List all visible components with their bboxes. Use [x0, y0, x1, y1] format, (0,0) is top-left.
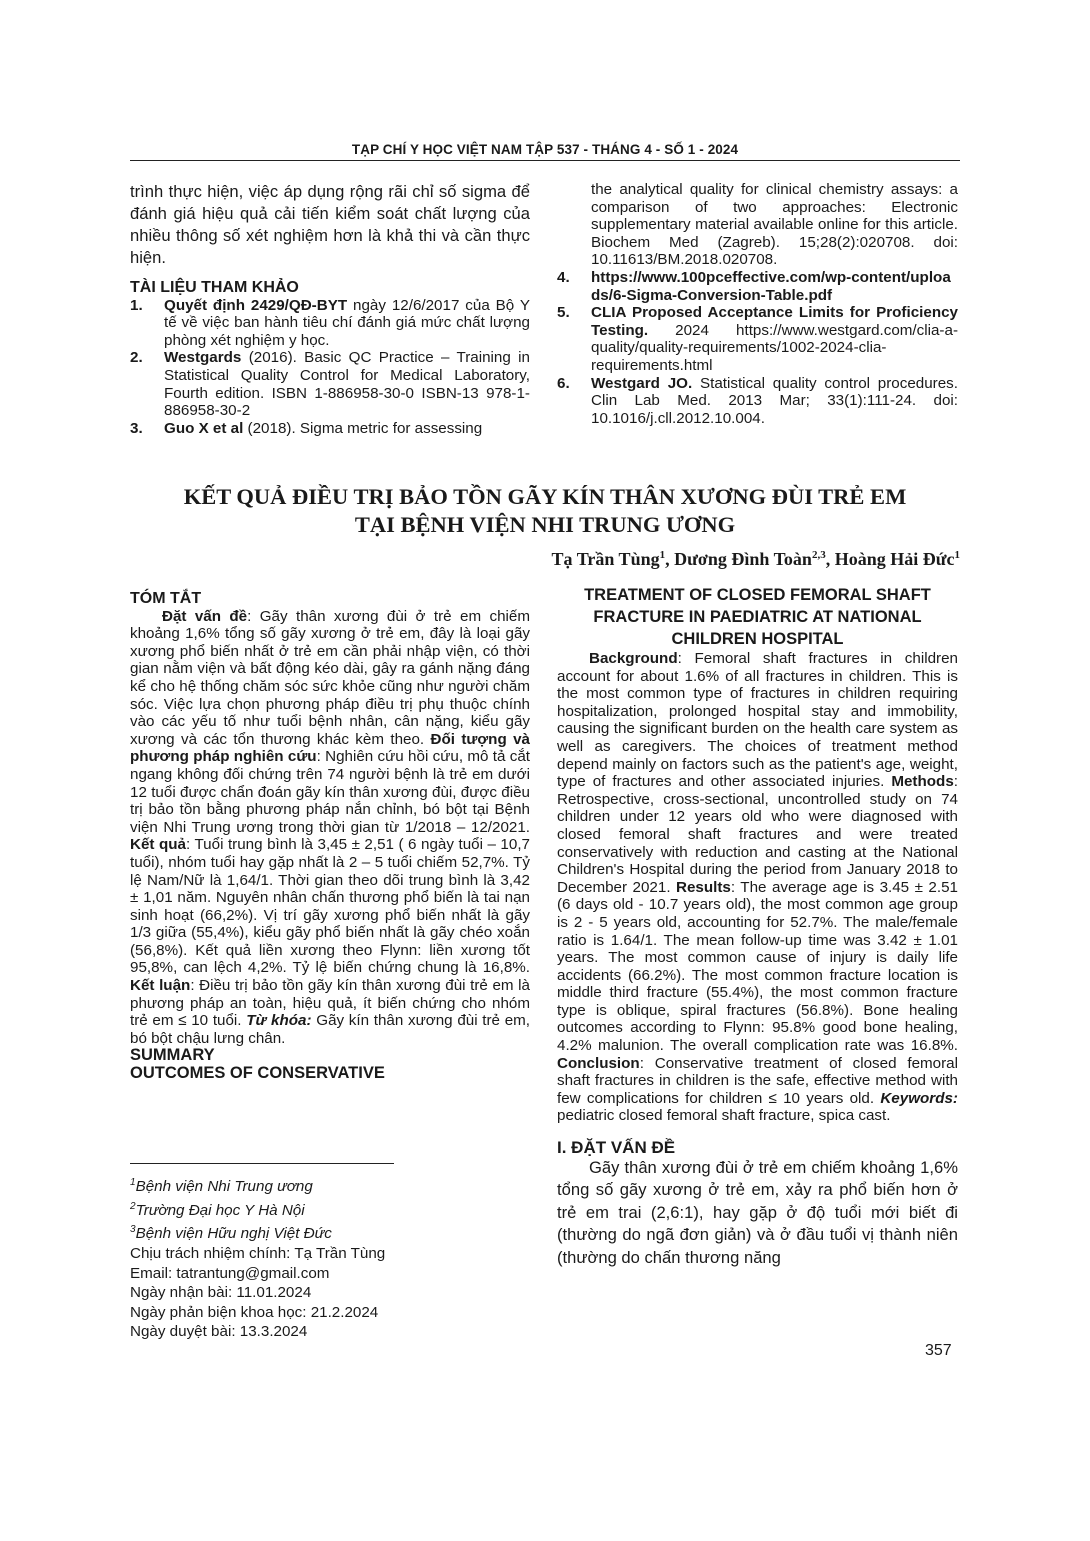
english-title: TREATMENT OF CLOSED FEMORAL SHAFT FRACTURE IN PAEDIATRIC AT NATIONAL CHILDREN HOSPITAL: [584, 586, 931, 648]
received-date: Ngày nhận bài: 11.01.2024: [130, 1284, 312, 1302]
article-authors: Tạ Trần Tùng$^1$, Dương Đình Toàn$^{2,3}$, Hoàng Hải Đức$^1$: [551, 549, 960, 569]
reference-item: 1. Quyết định 2429/QĐ-BYT ngày 12/6/2017 của Bộ Y tế về việc ban hành tiêu chí đánh giá mức chất lượng phòng xét nghiệm y học.: [130, 296, 530, 349]
abstract-vi-heading: TÓM TẮT: [130, 590, 202, 607]
prev-article-left-column: [130, 181, 530, 437]
footnotes: [130, 1173, 550, 1342]
reference-item: the analytical quality for clinical chemistry assays: a comparison of two approaches: Electronic supplementary material available online for this article. Biochem Med (Zagreb). 15;28(2):020708. doi: 10.11613/BM.2018.020708.: [591, 181, 958, 269]
section-body: Gãy thân xương đùi ở trẻ em chiếm khoảng 1,6% tổng số gãy xương ở trẻ em, xảy ra phổ biến hơn ở trẻ em trai (2,6:1), hay gặp ở độ tuổi mới biết đi (thường do ngã đơn giản) và ở đầu tuổi vị thành niên (thường do chấn thương năng: [557, 1157, 958, 1267]
reference-item: 5. CLIA Proposed Acceptance Limits for Proficiency Testing. 2024 https://www.westgard.com/clia-a-quality/quality-requirements/1002-2024-clia-requirements.html: [557, 304, 958, 374]
author-name: Tạ Trần Tùng: [551, 549, 660, 569]
vietnamese-abstract-column: [130, 590, 530, 1083]
affiliation-footnote: $^2$Trường Đại học Y Hà Nội: [130, 1200, 305, 1219]
affiliation-footnote: $^3$Bệnh viện Hữu nghị Việt Đức: [130, 1224, 332, 1243]
reference-item: 2. Westgards (2016). Basic QC Practice – Training in Statistical Quality Control for Medical Laboratory, Fourth edition. ISBN 1-886958-30-0 ISBN-13 978-1-886958-30-2: [130, 349, 530, 420]
article-title-line: TẠI BỆNH VIỆN NHI TRUNG ƯƠNG: [354, 512, 736, 537]
summary-title-start: OUTCOMES OF CONSERVATIVE: [130, 1064, 385, 1083]
author-affiliation: 1: [954, 549, 960, 561]
reference-item: 3. Guo X et al (2018). Sigma metric for assessing: [130, 419, 483, 437]
abstract-vi-body: Đặt vấn đề: Gãy thân xương đùi ở trẻ em chiếm khoảng 1,6% tổng số gãy xương ở trẻ em, đây là loại gãy xương phổ biến nhất ở trẻ em cần phải nhập viện, có thời gian nằm viện và bất động kéo dài, gây ra gánh nặng đáng kể cho hệ thống chăm sóc sức khỏe cũng như người chăm sóc. Việc lựa chọn phương pháp điều trị phụ thuộc chính vào các yếu tố như tuổi bệnh nhân, cân nặng, kiểu gãy xương và các tổn thương khác kèm theo. Đối tượng và phương pháp nghiên cứu: Nghiên cứu hồi cứu, mô tả cắt ngang không đối chứng trên 74 người bệnh là trẻ em dưới 12 tuổi được chẩn đoán gãy kín thân xương đùi, được điều trị bảo tồn bằng phương pháp nắn chỉnh, bó bột tại Bệnh viện Nhi Trung ương trong thời gian từ 1/2018 – 12/2021. Kết quả: Tuổi trung bình là 3,45 ± 2,51 ( 6 ngày tuổi – 10,7 tuổi), nhóm tuổi hay gặp nhất là 2 – 5 tuổi chiếm 52,7%. Tỷ lệ Nam/Nữ là 1,64/1. Thời gian theo dõi trung bình là 3,42 ± 1,01 năm. Nguyên nhân chấn thương phổ biến là tai nạn sinh hoạt (66,2%). Vị trí gãy xương phổ biến nhất là gãy 1/3 giữa (55,4%), kiểu gãy phổ biến nhất là gãy chéo xoắn (56,8%). Kết quả liền xương theo Flynn: liền xương tốt 95,8%, can lệch 4,2%. Tỷ lệ biến chứng chung là 16,8%. Kết luận: Điều trị bảo tồn gãy kín thân xương đùi trẻ em là phương pháp an toàn, hiệu quả, ít biến chứng cho nhóm trẻ em ≤ 10 tuổi. Từ khóa: Gãy kín thân xương đùi trẻ em, bó bột chậu lưng chân.: [130, 607, 531, 1047]
corresponding-author: Chịu trách nhiệm chính: Tạ Trần Tùng: [130, 1244, 386, 1262]
article-title: [130, 483, 960, 539]
references-list-right: [557, 181, 958, 427]
affiliation-footnote: $^1$Bệnh viện Nhi Trung ương: [130, 1177, 313, 1196]
prev-article-right-column: [557, 181, 958, 427]
footnote-divider: [130, 1163, 394, 1164]
accepted-date: Ngày duyệt bài: 13.3.2024: [130, 1323, 308, 1341]
review-date: Ngày phản biện khoa học: 21.2.2024: [130, 1303, 379, 1321]
prev-article-closing-text: trình thực hiện, việc áp dụng rộng rãi chỉ số sigma để đánh giá hiệu quả cải tiến kiểm soát chất lượng của nhiều thông số xét nghiệm hơn là khả thi và cần thực hiện.: [130, 182, 530, 267]
journal-header: TẠP CHÍ Y HỌC VIỆT NAM TẬP 537 - THÁNG 4 - SỐ 1 - 2024: [351, 142, 739, 157]
reference-item: 6. Westgard JO. Statistical quality control procedures. Clin Lab Med. 2013 Mar; 33(1):111-24. doi: 10.1016/j.cll.2012.10.004.: [557, 374, 958, 427]
author-affiliation: 2,3: [811, 549, 826, 561]
section-heading: I. ĐẶT VẤN ĐỀ: [557, 1138, 676, 1158]
author-name: Hoàng Hải Đức: [834, 549, 955, 569]
english-abstract-column: [557, 584, 958, 1269]
article-title-line: KẾT QUẢ ĐIỀU TRỊ BẢO TỒN GÃY KÍN THÂN XƯƠNG ĐÙI TRẺ EM: [183, 484, 907, 509]
references-title: TÀI LIỆU THAM KHẢO: [130, 279, 299, 296]
header-divider: [130, 160, 960, 161]
author-name: Dương Đình Toàn: [674, 549, 812, 569]
author-affiliation: 1: [659, 549, 666, 561]
page-number: 357: [925, 1342, 952, 1359]
abstract-en-body: Background: Femoral shaft fractures in children account for about 1.6% of all fractures in children. This is the most common type of fractures in children requiring hospitalization, prolonged hospital stay and immobility, causing the significant burden on the health care system as well as caregivers. The choices of treatment method depend mainly on factors such as the patient's age, weight, type of fractures and other associated injuries. Methods: Retrospective, cross-sectional, uncontrolled study on 74 children under 12 years old who were diagnosed with closed femoral shaft fractures and were treated conservatively with reduction and casting at the National Children's Hospital during the period from January 2018 to December 2021. Results: The average age is 3.45 ± 2.51 (6 days old - 10.7 years old), the most common age group is 2 - 5 years old, accounting for 52.7%. The male/female ratio is 1.64/1. The mean follow-up time was 3.42 ± 1.01 years. The most common cause of injury is daily life accidents (66.2%). The most common fracture location is middle third fracture (55.4%), the most common fracture type is oblique, spiral fractures (56.8%). Bone healing outcomes according to Flynn: 95.8% good bone healing, 4.2% malunion. The overall complication rate was 16.8%. Conclusion: Conservative treatment of closed femoral shaft fractures in children is the safe, effective method with few complications for children ≤ 10 years old. Keywords: pediatric closed femoral shaft fracture, spica cast.: [557, 650, 958, 1125]
contact-email: Email: tatrantung@gmail.com: [130, 1264, 330, 1282]
reference-item: 4. https://www.100pceffective.com/wp-content/uploads/6-Sigma-Conversion-Table.pdf: [557, 268, 951, 304]
summary-heading: SUMMARY: [130, 1046, 215, 1065]
references-list-left: [130, 297, 530, 438]
